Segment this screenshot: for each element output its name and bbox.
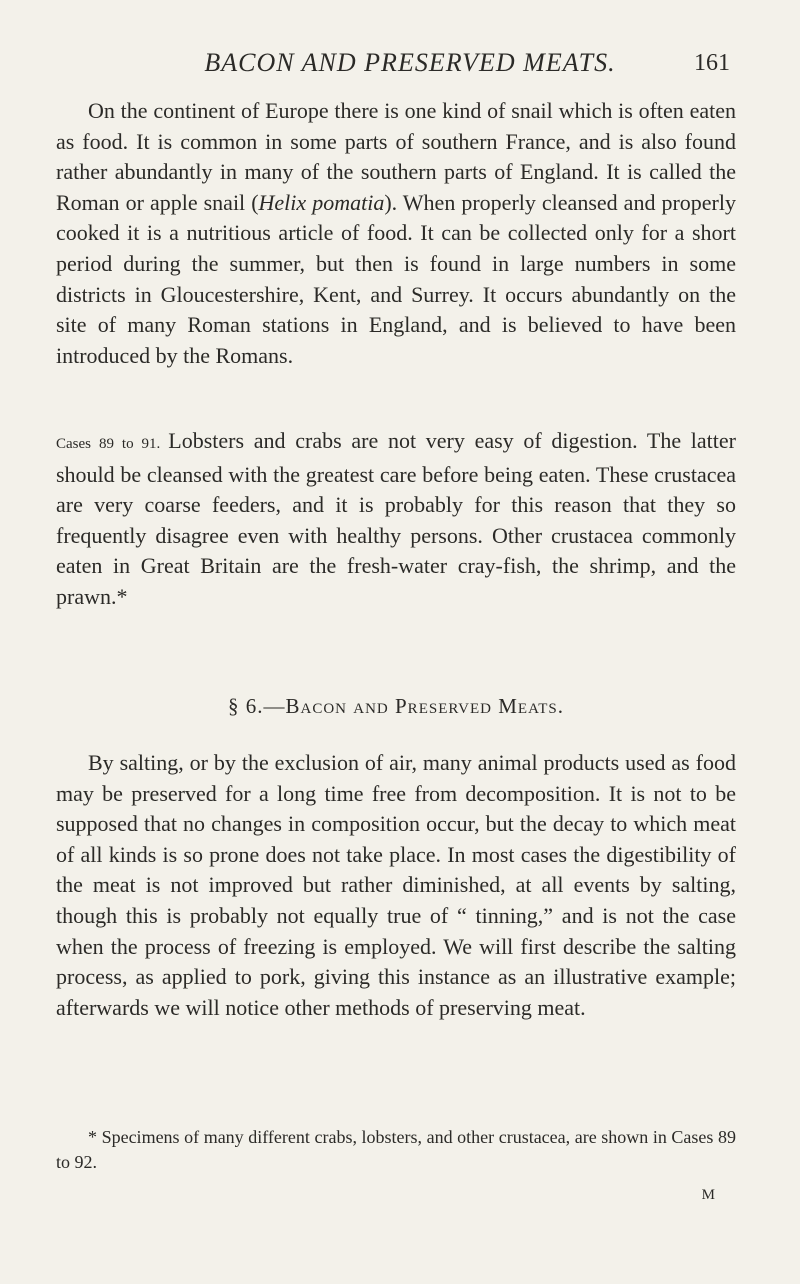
paragraph-snails	[56, 96, 736, 371]
section-number: § 6.—	[228, 694, 286, 718]
section-title: Bacon and Preserved Meats.	[285, 694, 564, 718]
footnote-text: * Specimens of many different crabs, lobsters, and other crustacea, are shown in Cases 89 to 92.	[56, 1127, 736, 1172]
paragraph-text: By salting, or by the exclusion of air, many animal products used as food may be preserved for a long time free from decomposition. It is not to be supposed that no changes in composition occur, but the decay to which meat of all kinds is so prone does not take place. In most cases the digestibility of the meat is not improved but rather diminished, at all events by salting, though this is probably not equally true of “ tinning,” and is not the case when the process of freezing is employed. We will first describe the salting process, as applied to pork, giving this instance as an illustrative example; afterwards we will notice other methods of preserving meat.	[56, 750, 736, 1020]
page-number: 161	[694, 50, 730, 76]
paragraph-crustacea	[56, 426, 736, 613]
paragraph-text: Lobsters and crabs are not very easy of digestion. The latter should be cleansed with the greatest care before being eaten. These crustacea are very coarse feeders, and it is probably for this reason that they so frequently disagree even with healthy persons. Other crustacea commonly eaten in Great Britain are the fresh-water cray-fish, the shrimp, and the prawn.*	[56, 428, 736, 609]
footnote	[56, 1125, 736, 1175]
species-name: Helix pomatia	[258, 189, 385, 215]
signature-mark: M	[701, 1187, 715, 1203]
paragraph-text: ). When properly cleansed and properly cooked it is a nutritious article of food. It can be collected only for a short period during the summer, but then is found in large numbers in some districts in Gloucestershire, Kent, and Surrey. It occurs abundantly on the site of many Roman stations in England, and is believed to have been introduced by the Romans.	[56, 189, 736, 368]
section-heading	[56, 694, 736, 719]
running-title: BACON AND PRESERVED MEATS.	[204, 48, 616, 77]
margin-note: Cases 89 to 91.	[56, 436, 161, 452]
paragraph-text: On the continent of Europe there is one kind of snail which is often eaten as food. It is common in some parts of southern France, and is also found rather abundantly in many of the southern parts of England. It is called the Roman or apple snail (	[56, 98, 736, 215]
paragraph-preserving	[56, 748, 736, 1023]
